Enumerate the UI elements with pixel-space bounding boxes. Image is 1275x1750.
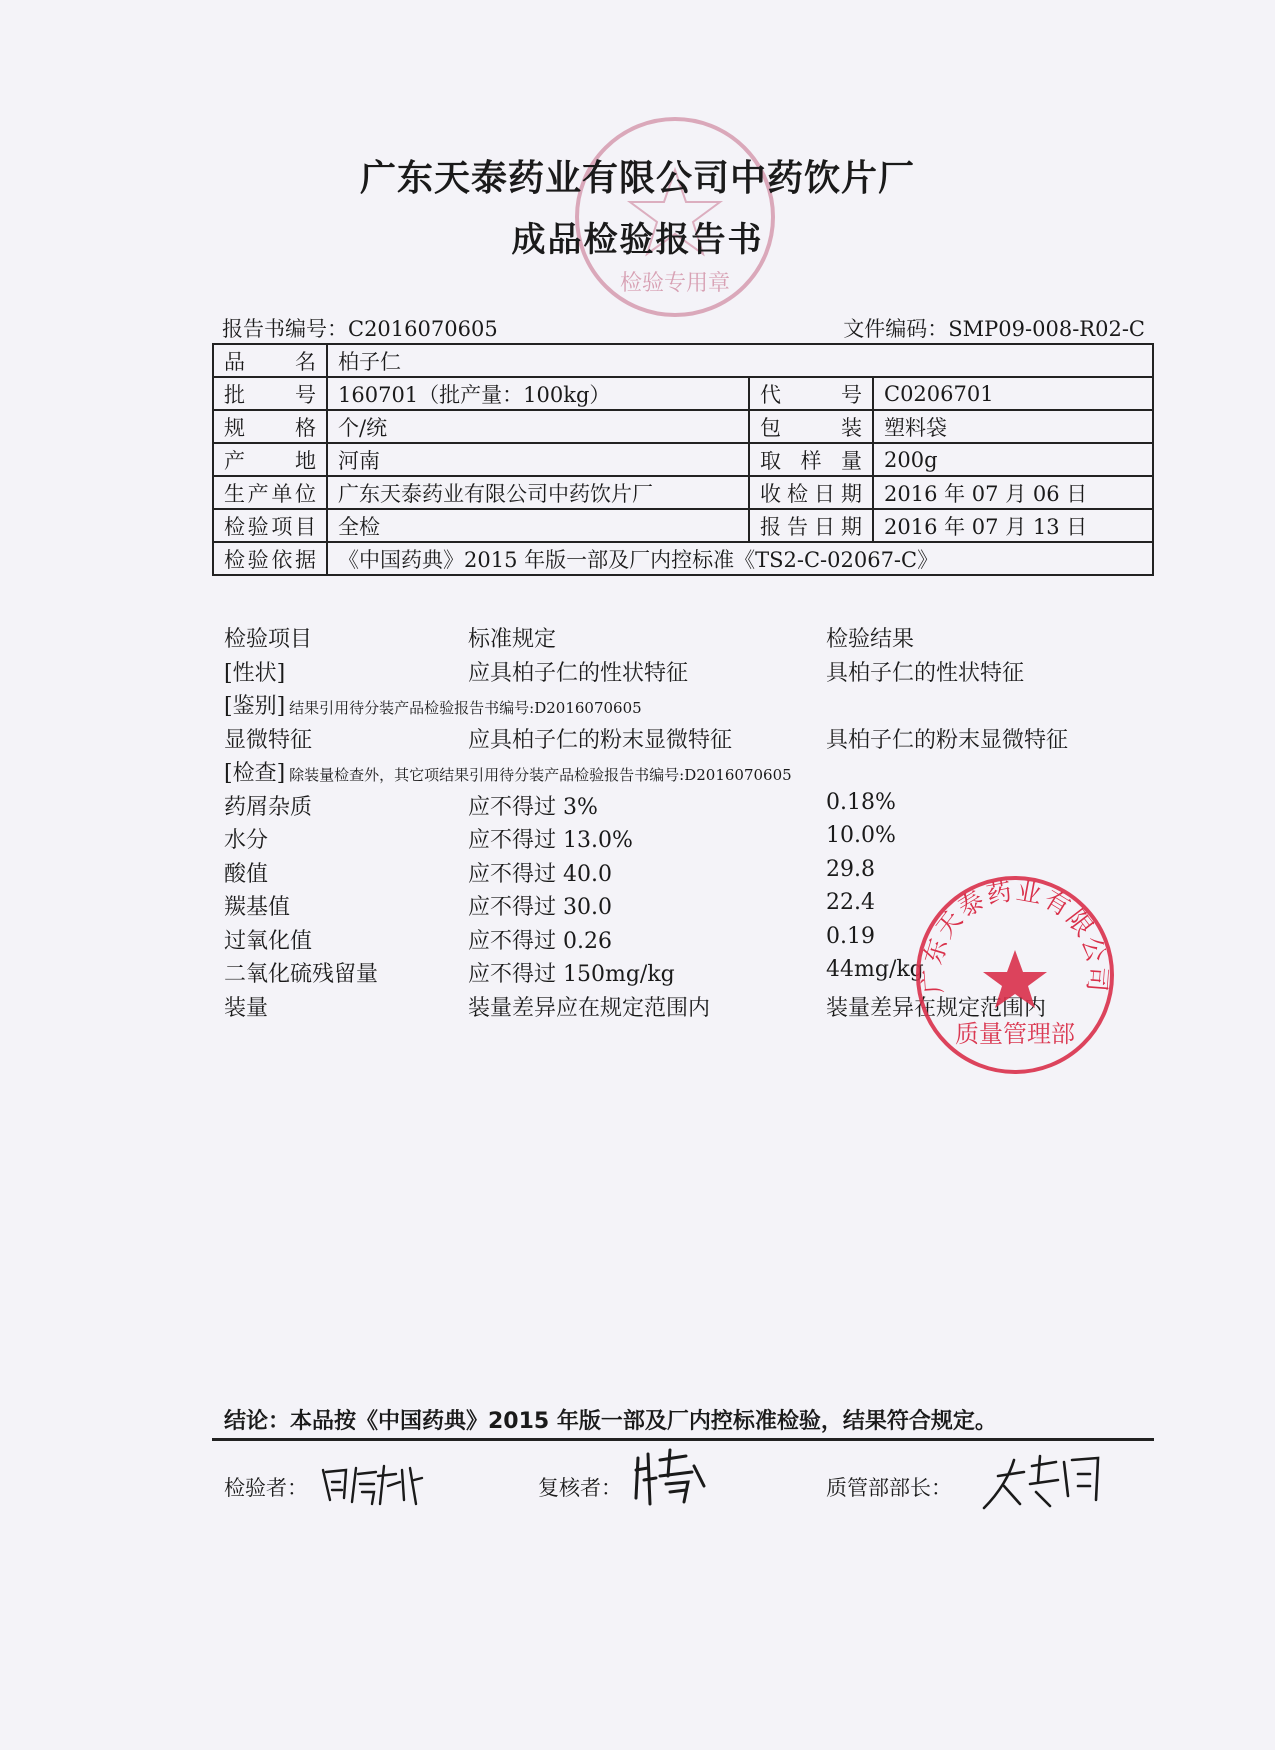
test-result: 29.8 [826, 856, 875, 882]
test-standard: 应不得过 13.0% [468, 828, 633, 853]
micro-standard: 应具柏子仁的粉末显微特征 [468, 727, 733, 753]
svg-text:检验专用章: 检验专用章 [619, 271, 731, 296]
test-standard: 应不得过 30.0 [468, 895, 612, 920]
test-result: 10.0% [826, 823, 896, 848]
inspector-label: 检验者： [224, 1476, 308, 1500]
col-result-header: 检验结果 [826, 627, 915, 652]
character-result: 具柏子仁的性状特征 [826, 660, 1025, 686]
conclusion: 结论：本品按《中国药典》2015 年版一部及厂内控标准检验，结果符合规定。 [224, 1409, 997, 1434]
section-check: [检查] [224, 761, 286, 786]
qa-head-label: 质管部部长： [826, 1476, 952, 1500]
items-value: 全检 [327, 509, 749, 542]
micro-result: 具柏子仁的粉末显微特征 [826, 727, 1069, 753]
receive-date-label: 收检日期 [749, 476, 873, 509]
col-item-header: 检验项目 [224, 627, 313, 652]
table-row [224, 823, 1124, 857]
maker-value: 广东天泰药业有限公司中药饮片厂 [327, 476, 749, 509]
basis-label: 检验依据 [213, 542, 327, 575]
svg-text:质量管理部: 质量管理部 [955, 1020, 1075, 1048]
check-note: 除装量检查外，其它项结果引用待分装产品检验报告书编号:D2016070605 [289, 766, 792, 784]
qa-department-stamp [910, 870, 1120, 1080]
table-row [224, 790, 1124, 824]
reviewer-label: 复核者： [538, 1476, 622, 1500]
product-label: 品名 [213, 344, 327, 377]
table-row [213, 410, 1153, 443]
table-row [213, 377, 1153, 410]
report-date-value: 2016 年 07 月 13 日 [873, 509, 1153, 542]
section-identify: [鉴别] [224, 694, 286, 719]
col-standard-header: 标准规定 [468, 627, 557, 652]
spec-label: 规格 [213, 410, 327, 443]
test-result: 装量差异在规定范围内 [826, 995, 1047, 1021]
test-item: 水分 [224, 828, 269, 853]
test-item: 酸值 [224, 861, 269, 887]
table-row [213, 443, 1153, 476]
table-row [213, 542, 1153, 575]
spec-value: 个/统 [327, 410, 749, 443]
test-item: 二氧化硫残留量 [224, 962, 379, 987]
results-header [224, 622, 1124, 656]
sample-label: 取样量 [749, 443, 873, 476]
test-item: 羰基值 [224, 895, 291, 920]
origin-label: 产地 [213, 443, 327, 476]
product-value: 柏子仁 [327, 344, 1153, 377]
batch-label: 批号 [213, 377, 327, 410]
test-result: 22.4 [826, 890, 875, 915]
test-item: 过氧化值 [224, 928, 313, 954]
document-title: 成品检验报告书 [511, 220, 764, 260]
test-result: 0.18% [826, 789, 896, 815]
identify-note: 结果引用待分装产品检验报告书编号:D2016070605 [289, 699, 642, 717]
divider [212, 1438, 1154, 1441]
list-item [224, 723, 1124, 757]
character-standard: 应具柏子仁的性状特征 [468, 660, 689, 686]
test-result: 44mg/kg [826, 957, 924, 982]
product-info-table [212, 343, 1154, 576]
list-item [224, 756, 1124, 790]
list-item [224, 656, 1124, 690]
maker-label: 生产单位 [213, 476, 327, 509]
qa-head-signature [980, 1452, 1105, 1514]
code-value: C0206701 [873, 377, 1153, 410]
report-number: 报告书编号：C2016070605 [222, 317, 498, 341]
table-row [213, 509, 1153, 542]
report-date-label: 报告日期 [749, 509, 873, 542]
test-standard: 应不得过 150mg/kg [468, 962, 675, 987]
test-standard: 应不得过 3% [468, 794, 598, 820]
test-item: 药屑杂质 [224, 794, 313, 820]
package-label: 包装 [749, 410, 873, 443]
table-row [213, 344, 1153, 377]
origin-value: 河南 [327, 443, 749, 476]
micro-item: 显微特征 [224, 727, 313, 753]
list-item [224, 689, 1124, 723]
reviewer-signature [630, 1446, 710, 1508]
test-standard: 装量差异应在规定范围内 [468, 995, 711, 1021]
inspector-signature [318, 1460, 428, 1510]
basis-value: 《中国药典》2015 年版一部及厂内控标准《TS2-C-02067-C》 [327, 542, 1153, 575]
test-item: 装量 [224, 995, 269, 1021]
items-label: 检验项目 [213, 509, 327, 542]
batch-value: 160701（批产量：100kg） [327, 377, 749, 410]
table-row [213, 476, 1153, 509]
code-label: 代号 [749, 377, 873, 410]
section-character: [性状] [224, 660, 286, 686]
test-result: 0.19 [826, 923, 875, 949]
sample-value: 200g [873, 443, 1153, 476]
company-title: 广东天泰药业有限公司中药饮片厂 [359, 158, 915, 199]
test-standard: 应不得过 0.26 [468, 928, 612, 954]
package-value: 塑料袋 [873, 410, 1153, 443]
test-standard: 应不得过 40.0 [468, 861, 612, 887]
file-code: 文件编码：SMP09-008-R02-C [843, 317, 1145, 341]
svg-text:广东天泰药业有限公司: 广东天泰药业有限公司 [917, 876, 1113, 995]
receive-date-value: 2016 年 07 月 06 日 [873, 476, 1153, 509]
